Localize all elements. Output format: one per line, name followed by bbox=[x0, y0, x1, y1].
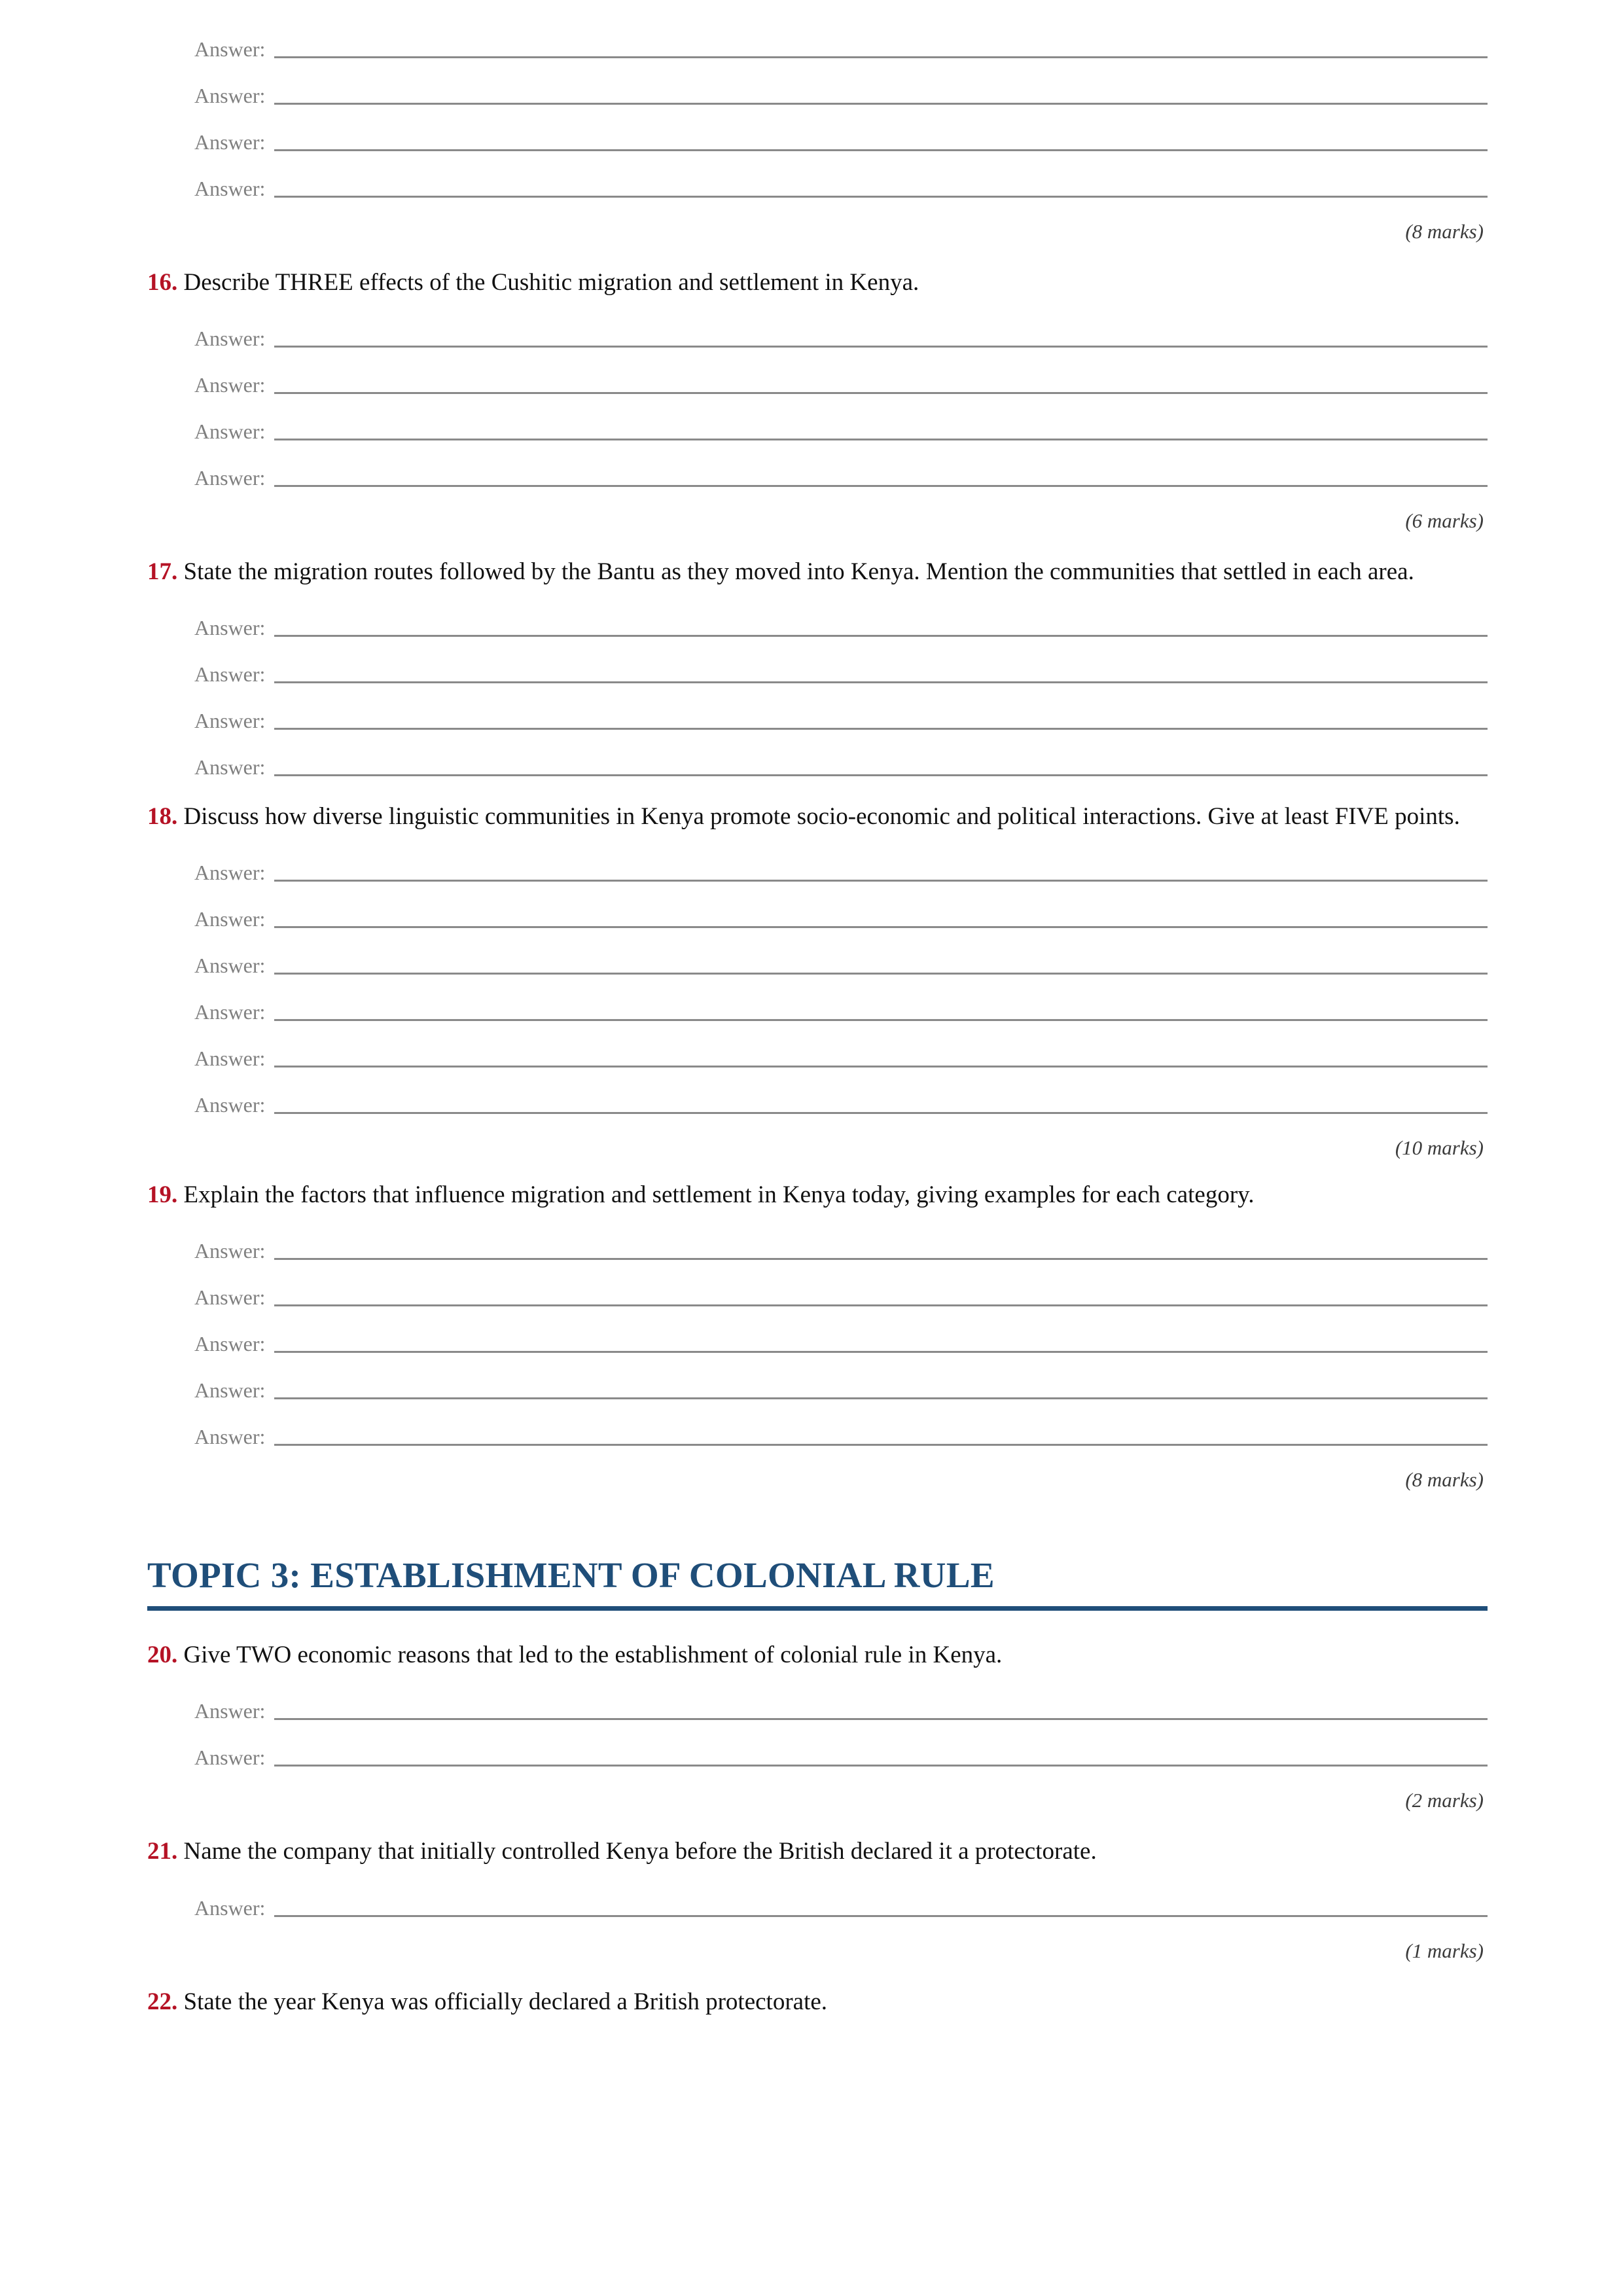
marks-21: (1 marks) bbox=[1405, 1939, 1484, 1962]
answer-write-line[interactable] bbox=[274, 1444, 1488, 1446]
question-16-number: 16. bbox=[147, 269, 178, 296]
answer-label: Answer: bbox=[194, 1332, 266, 1356]
question-17-number: 17. bbox=[147, 558, 178, 586]
spacer bbox=[147, 1611, 1488, 1640]
question-19 bbox=[147, 1179, 1488, 1211]
answer-row[interactable] bbox=[147, 399, 1488, 446]
answer-row[interactable] bbox=[147, 980, 1488, 1026]
answer-write-line[interactable] bbox=[274, 926, 1488, 928]
topic-3-heading: TOPIC 3: ESTABLISHMENT OF COLONIAL RULE bbox=[147, 1555, 995, 1596]
answer-write-line[interactable] bbox=[274, 196, 1488, 198]
answer-write-line[interactable] bbox=[274, 1718, 1488, 1720]
answer-block-17 bbox=[147, 596, 1488, 781]
answer-label: Answer: bbox=[194, 1239, 266, 1263]
answer-block-19 bbox=[147, 1219, 1488, 1451]
answer-write-line[interactable] bbox=[274, 1397, 1488, 1399]
spacer bbox=[147, 781, 1488, 801]
spacer bbox=[147, 203, 1488, 220]
answer-write-line[interactable] bbox=[274, 56, 1488, 58]
answer-write-line[interactable] bbox=[274, 1019, 1488, 1021]
answer-label: Answer: bbox=[194, 1895, 266, 1920]
spacer bbox=[147, 1211, 1488, 1219]
answer-write-line[interactable] bbox=[274, 439, 1488, 440]
answer-write-line[interactable] bbox=[274, 973, 1488, 975]
answer-write-line[interactable] bbox=[274, 1765, 1488, 1767]
spacer bbox=[147, 298, 1488, 306]
answer-row[interactable] bbox=[147, 156, 1488, 203]
answer-row[interactable] bbox=[147, 1219, 1488, 1265]
answer-row[interactable] bbox=[147, 933, 1488, 980]
spacer bbox=[147, 1492, 1488, 1554]
answer-label: Answer: bbox=[194, 907, 266, 931]
topic-3-divider bbox=[147, 1606, 1488, 1611]
question-20-number: 20. bbox=[147, 1641, 178, 1669]
answer-label: Answer: bbox=[194, 1378, 266, 1403]
answer-label: Answer: bbox=[194, 662, 266, 687]
answer-label: Answer: bbox=[194, 1699, 266, 1723]
answer-row[interactable] bbox=[147, 17, 1488, 63]
answer-label: Answer: bbox=[194, 420, 266, 444]
answer-block-16 bbox=[147, 306, 1488, 492]
marks-continuation: (8 marks) bbox=[1405, 220, 1484, 243]
answer-write-line[interactable] bbox=[274, 1258, 1488, 1260]
spacer bbox=[147, 1160, 1488, 1179]
answer-write-line[interactable] bbox=[274, 149, 1488, 151]
answer-label: Answer: bbox=[194, 130, 266, 154]
answer-row[interactable] bbox=[147, 1876, 1488, 1922]
question-22-text: State the year Kenya was officially declared a British protectorate. bbox=[183, 1988, 828, 2015]
answer-row[interactable] bbox=[147, 353, 1488, 399]
question-20 bbox=[147, 1640, 1488, 1671]
answer-label: Answer: bbox=[194, 954, 266, 978]
spacer bbox=[147, 1963, 1488, 1986]
answer-write-line[interactable] bbox=[274, 681, 1488, 683]
answer-row[interactable] bbox=[147, 1679, 1488, 1725]
answer-write-line[interactable] bbox=[274, 1351, 1488, 1353]
spacer bbox=[147, 1922, 1488, 1939]
question-21-text: Name the company that initially controlled Kenya before the British declared it a protectorate. bbox=[183, 1838, 1097, 1865]
question-18-text: Discuss how diverse linguistic communities in Kenya promote socio-economic and political interactions. Give at least FIVE points. bbox=[183, 803, 1460, 831]
question-20-text: Give TWO economic reasons that led to the establishment of colonial rule in Kenya. bbox=[183, 1641, 1003, 1669]
answer-row[interactable] bbox=[147, 446, 1488, 492]
spacer bbox=[147, 533, 1488, 556]
answer-row[interactable] bbox=[147, 1073, 1488, 1119]
answer-write-line[interactable] bbox=[274, 346, 1488, 348]
answer-write-line[interactable] bbox=[274, 728, 1488, 730]
question-22-number: 22. bbox=[147, 1988, 178, 2015]
answer-row[interactable] bbox=[147, 1405, 1488, 1451]
answer-row[interactable] bbox=[147, 1265, 1488, 1312]
answer-write-line[interactable] bbox=[274, 635, 1488, 637]
marks-19: (8 marks) bbox=[1405, 1468, 1484, 1492]
answer-label: Answer: bbox=[194, 1093, 266, 1117]
answer-row[interactable] bbox=[147, 63, 1488, 110]
answer-label: Answer: bbox=[194, 861, 266, 885]
answer-block-20 bbox=[147, 1679, 1488, 1772]
answer-row[interactable] bbox=[147, 887, 1488, 933]
spacer bbox=[147, 1671, 1488, 1679]
question-21 bbox=[147, 1836, 1488, 1867]
spacer bbox=[147, 1119, 1488, 1136]
answer-label: Answer: bbox=[194, 755, 266, 780]
question-16-text: Describe THREE effects of the Cushitic migration and settlement in Kenya. bbox=[183, 269, 919, 296]
spacer bbox=[147, 1812, 1488, 1836]
answer-write-line[interactable] bbox=[274, 103, 1488, 105]
answer-row[interactable] bbox=[147, 840, 1488, 887]
answer-write-line[interactable] bbox=[274, 1915, 1488, 1917]
spacer bbox=[147, 492, 1488, 509]
answer-block-continuation bbox=[147, 17, 1488, 203]
marks-20: (2 marks) bbox=[1405, 1789, 1484, 1812]
answer-row[interactable] bbox=[147, 1312, 1488, 1358]
question-19-text: Explain the factors that influence migration and settlement in Kenya today, giving examples for each category. bbox=[183, 1181, 1255, 1209]
answer-row[interactable] bbox=[147, 110, 1488, 156]
answer-write-line[interactable] bbox=[274, 1066, 1488, 1067]
answer-label: Answer: bbox=[194, 1746, 266, 1770]
answer-row[interactable] bbox=[147, 642, 1488, 689]
answer-label: Answer: bbox=[194, 1425, 266, 1449]
question-18 bbox=[147, 801, 1488, 833]
answer-write-line[interactable] bbox=[274, 880, 1488, 882]
answer-write-line[interactable] bbox=[274, 1112, 1488, 1114]
answer-label: Answer: bbox=[194, 1000, 266, 1024]
page-content bbox=[147, 0, 1488, 2018]
answer-label: Answer: bbox=[194, 466, 266, 490]
question-18-number: 18. bbox=[147, 803, 178, 831]
answer-label: Answer: bbox=[194, 1047, 266, 1071]
answer-label: Answer: bbox=[194, 616, 266, 640]
spacer bbox=[147, 588, 1488, 596]
spacer bbox=[147, 1868, 1488, 1876]
spacer bbox=[147, 833, 1488, 840]
question-17-text: State the migration routes followed by the Bantu as they moved into Kenya. Mention the communities that settled in each area. bbox=[183, 558, 1414, 586]
question-16 bbox=[147, 267, 1488, 298]
answer-row[interactable] bbox=[147, 689, 1488, 735]
answer-label: Answer: bbox=[194, 37, 266, 61]
question-19-number: 19. bbox=[147, 1181, 178, 1209]
spacer bbox=[147, 1451, 1488, 1468]
question-21-number: 21. bbox=[147, 1838, 178, 1865]
answer-label: Answer: bbox=[194, 177, 266, 200]
spacer bbox=[147, 243, 1488, 267]
answer-write-line[interactable] bbox=[274, 1304, 1488, 1306]
answer-row[interactable] bbox=[147, 1026, 1488, 1073]
question-22 bbox=[147, 1986, 1488, 2018]
spacer bbox=[147, 1772, 1488, 1789]
answer-write-line[interactable] bbox=[274, 485, 1488, 487]
answer-label: Answer: bbox=[194, 373, 266, 397]
answer-row[interactable] bbox=[147, 306, 1488, 353]
marks-16: (6 marks) bbox=[1405, 509, 1484, 533]
answer-label: Answer: bbox=[194, 84, 266, 107]
answer-row[interactable] bbox=[147, 1725, 1488, 1772]
answer-block-18 bbox=[147, 840, 1488, 1119]
answer-label: Answer: bbox=[194, 1285, 266, 1310]
marks-18: (10 marks) bbox=[1395, 1136, 1484, 1160]
answer-row[interactable] bbox=[147, 735, 1488, 781]
answer-row[interactable] bbox=[147, 1358, 1488, 1405]
top-spacer bbox=[147, 0, 1488, 17]
answer-label: Answer: bbox=[194, 709, 266, 733]
answer-row[interactable] bbox=[147, 596, 1488, 642]
answer-write-line[interactable] bbox=[274, 392, 1488, 394]
answer-write-line[interactable] bbox=[274, 774, 1488, 776]
answer-label: Answer: bbox=[194, 327, 266, 351]
question-17 bbox=[147, 556, 1488, 588]
answer-block-21 bbox=[147, 1876, 1488, 1922]
